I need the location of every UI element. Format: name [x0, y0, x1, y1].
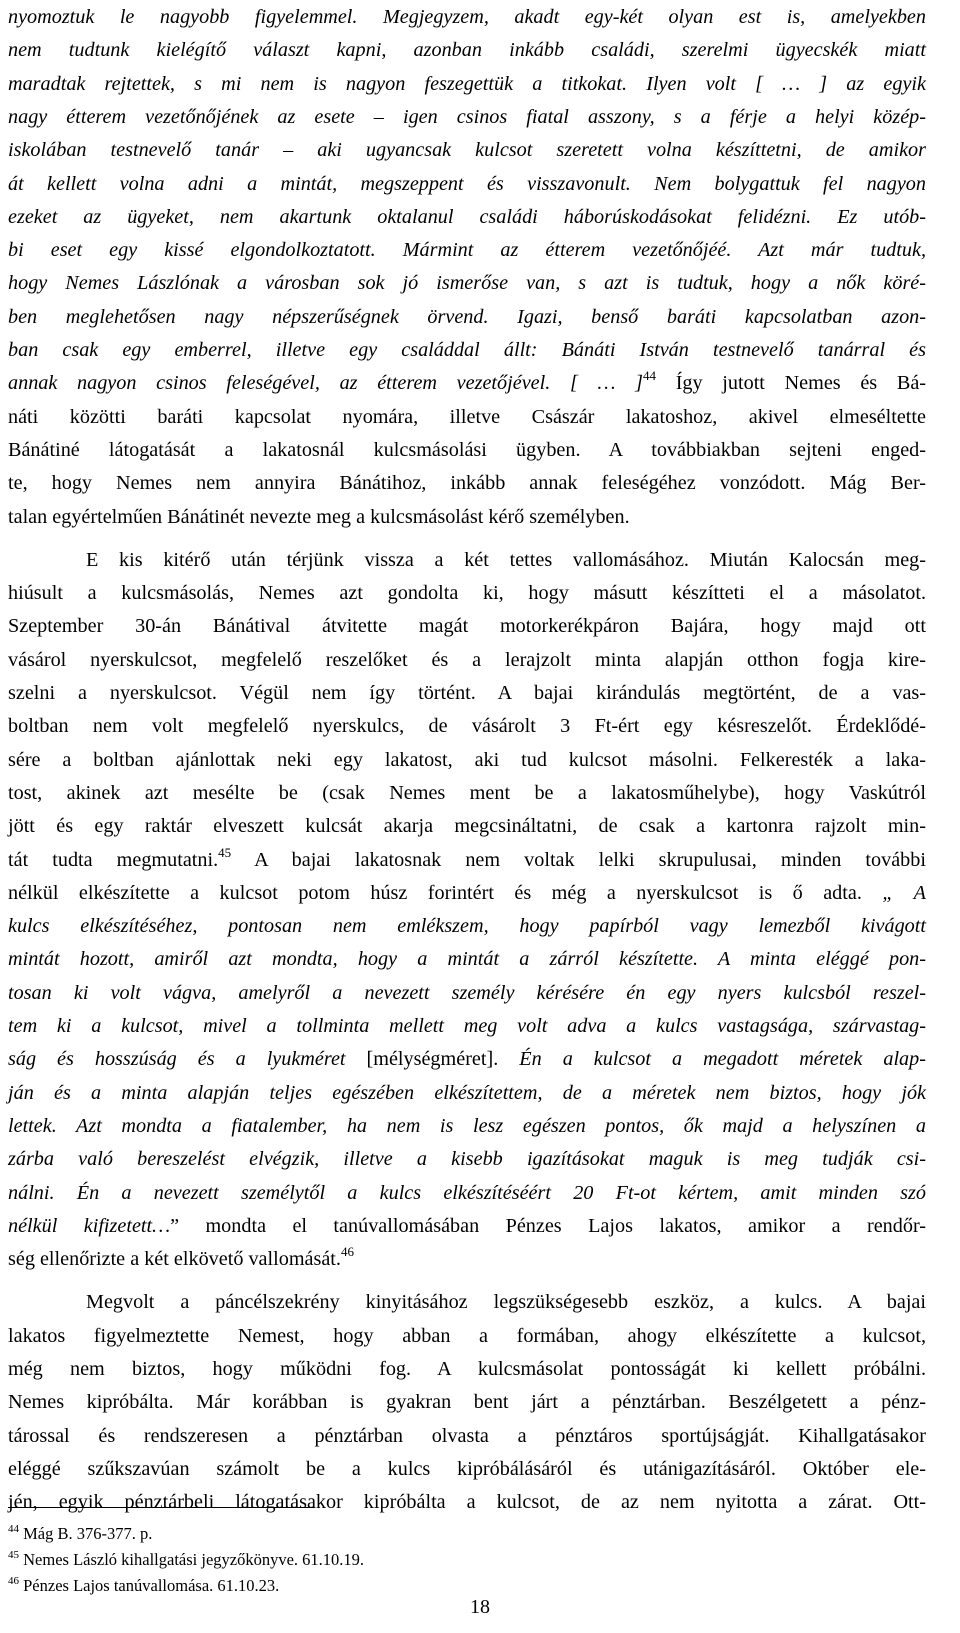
text-segment: Bánátiné látogatását a lakatosnál kulcsmásolási ügyben. A továbbiakban sejteni enged-	[8, 438, 926, 461]
footnote	[8, 1549, 364, 1571]
page-number: 18	[470, 1596, 490, 1618]
text-line	[8, 401, 926, 433]
text-line	[8, 1, 926, 33]
text-segment: tosan ki volt vágva, amelyről a nevezett személy kérésére én egy nyers kulcsból reszel-	[8, 981, 926, 1004]
text-line	[8, 977, 926, 1009]
text-line	[8, 943, 926, 975]
text-segment: ság és hosszúság és a lyukméret	[8, 1048, 367, 1071]
text-segment: ben meglehetősen nagy népszerűségnek örvend. Igazi, benső baráti kapcsolatban azon-	[8, 305, 926, 328]
text-line	[8, 710, 926, 742]
text-segment: talan egyértelműen Bánátinét nevezte meg a kulcsmásolást kérő személyben.	[8, 505, 630, 528]
footnote-text: Mág B. 376-377. p.	[19, 1524, 153, 1543]
footnote-ref: 44	[643, 368, 656, 384]
text-segment: tát tudta megmutatni.	[8, 848, 219, 871]
text-segment: A bajai lakatosnak nem voltak lelki skrupulusai, minden további	[231, 848, 926, 871]
text-segment: tárossal és rendszeresen a pénztárban olvasta a pénztáros sportújságját. Kihallgatásakor	[8, 1424, 926, 1447]
text-segment: annak nagyon csinos feleségével, az étterem vezetőjével. [ … ]	[8, 372, 643, 395]
text-segment: sére a boltban ajánlottak neki egy lakatost, aki tud kulcsot másolni. Felkeresték a laka-	[8, 748, 926, 771]
text-segment: náti közötti baráti kapcsolat nyomára, illetve Császár lakatoshoz, akivel elmeséltette	[8, 405, 926, 428]
text-line	[8, 34, 926, 66]
text-segment: Szeptember 30-án Bánátival átvitette magát motorkerékpáron Bajára, hogy majd ott	[8, 615, 926, 638]
text-segment: nélkül kifizetett…	[8, 1214, 171, 1237]
text-line	[8, 610, 926, 642]
text-segment: vásárol nyerskulcsot, megfelelő reszelőket és a lerajzolt minta alapján otthon fogja kire-	[8, 648, 926, 671]
text-segment: jén, egyik pénztárbeli látogatásakor kipróbálta a kulcsot, de az nem nyitotta a zárat. Ott-	[8, 1491, 926, 1514]
text-segment: maradtak rejtettek, s mi nem is nagyon feszegettük a titkokat. Ilyen volt [ … ] az egyik	[8, 72, 926, 95]
text-line	[8, 1386, 926, 1418]
text-segment: ” mondta el tanúvallomásában Pénzes Lajos lakatos, amikor a rendőr-	[170, 1214, 926, 1237]
text-segment: bi eset egy kissé elgondolkoztatott. Mármint az étterem vezetőnőjéé. Azt már tudtuk,	[8, 239, 926, 262]
text-line	[8, 234, 926, 266]
text-segment: ség ellenőrizte a két elkövető vallomását.	[8, 1248, 341, 1271]
footnote-ref: 46	[340, 1244, 354, 1260]
text-segment: jött és egy raktár elveszett kulcsát akarja megcsináltatni, de csak a kartonra rajzolt min-	[8, 815, 926, 838]
text-segment: Így jutott Nemes és Bá-	[656, 372, 926, 395]
text-segment: kulcs elkészítéséhez, pontosan nem emlékszem, hogy papírból vagy lemezből kivágott	[8, 915, 926, 938]
text-segment: eléggé szűkszavúan számolt be a kulcs kipróbálásáról és utánigazításáról. Október ele-	[8, 1457, 926, 1480]
text-line	[8, 577, 926, 609]
footnote	[8, 1523, 152, 1545]
text-line	[8, 644, 926, 676]
text-line	[8, 101, 926, 133]
text-line	[8, 267, 926, 299]
text-segment: nyomoztuk le nagyobb figyelemmel. Megjegyzem, akadt egy-két olyan est is, amelyekben	[8, 6, 926, 28]
text-segment: tost, akinek azt mesélte be (csak Nemes ment be a lakatosműhelybe), hogy Vaskútról	[8, 781, 926, 804]
text-segment: szelni a nyerskulcsot. Végül nem így történt. A bajai kirándulás megtörtént, de a vas-	[8, 682, 926, 704]
text-segment: nem tudtunk kielégítő választ kapni, azonban inkább családi, szerelmi ügyecskék miatt	[8, 39, 926, 62]
text-line	[8, 467, 926, 499]
text-line	[8, 1043, 926, 1075]
text-line	[8, 434, 926, 466]
text-segment: [mélységméret].	[366, 1048, 520, 1071]
text-segment: E kis kitérő után térjünk vissza a két tettes vallomásához. Miután Kalocsán meg-	[86, 548, 926, 571]
text-line	[8, 1210, 926, 1242]
text-line	[8, 1320, 926, 1352]
footnote-text: Nemes László kihallgatási jegyzőkönyve. 61.10.19.	[19, 1550, 365, 1569]
text-segment: iskolában testnevelő tanár – aki ugyancsak kulcsot szeretett volna készíttetni, de amikor	[8, 139, 926, 162]
text-line	[8, 201, 926, 233]
text-segment: te, hogy Nemes nem annyira Bánátihoz, inkább annak feleségéhez vonzódott. Mág Ber-	[8, 472, 926, 495]
text-line	[8, 334, 926, 366]
text-segment: boltban nem volt megfelelő nyerskulcs, de vásárolt 3 Ft-ért egy késreszelőt. Érdeklődé-	[8, 715, 926, 738]
footnote-number: 45	[8, 1549, 19, 1561]
text-line	[8, 1486, 926, 1518]
text-segment: lettek. Azt mondta a fiatalember, ha nem is lesz egészen pontos, ők majd a helyszínen a	[8, 1114, 926, 1137]
text-segment: nálni. Én a nevezett személytől a kulcs elkészítéséért 20 Ft-ot kértem, amit minden szó	[8, 1181, 926, 1204]
text-line	[8, 544, 926, 576]
text-segment: tem ki a kulcsot, mivel a tollminta mellett meg volt adva a kulcs vastagsága, szárvastag-	[8, 1015, 926, 1037]
text-line	[8, 1110, 926, 1142]
text-segment: Én a kulcsot a megadott méretek alap-	[519, 1048, 926, 1071]
text-line	[8, 301, 926, 333]
text-segment: még nem biztos, hogy működni fog. A kulcsmásolat pontosságát ki kellett próbálni.	[8, 1358, 926, 1380]
text-line	[8, 501, 926, 533]
text-segment: „ A	[882, 881, 926, 904]
footnote-separator	[8, 1507, 314, 1508]
text-line	[8, 1077, 926, 1109]
footnote-number: 46	[8, 1575, 19, 1587]
footnote	[8, 1575, 279, 1597]
text-segment: Nemes kipróbálta. Már korábban is gyakran bent járt a pénztárban. Beszélgetett a pénz-	[8, 1391, 926, 1414]
text-line	[8, 677, 926, 709]
text-line	[8, 1286, 926, 1318]
text-line	[8, 1143, 926, 1175]
text-line	[8, 744, 926, 776]
text-line	[8, 810, 926, 842]
text-segment: ezeket az ügyeket, nem akartunk oktalanul családi háborúskodásokat felidézni. Ez utób-	[8, 205, 926, 228]
text-segment: lakatos figyelmeztette Nemest, hogy abban a formában, ahogy elkészítette a kulcsot,	[8, 1324, 926, 1347]
text-segment: ján és a minta alapján teljes egészében elkészítettem, de a méretek nem biztos, hogy jók	[8, 1081, 926, 1104]
text-line	[8, 1010, 926, 1042]
text-segment: zárba való bereszelést elvégzik, illetve a kisebb igazításokat maguk is meg tudják csi-	[8, 1148, 926, 1171]
footnote-text: Pénzes Lajos tanúvallomása. 61.10.23.	[19, 1576, 280, 1595]
text-segment: nélkül elkészítette a kulcsot potom húsz forintért és még a nyerskulcsot is ő adta.	[8, 881, 883, 904]
text-line	[8, 1453, 926, 1485]
text-line	[8, 1177, 926, 1209]
text-line	[8, 1353, 926, 1385]
text-line	[8, 134, 926, 166]
text-line	[8, 68, 926, 100]
text-line	[8, 844, 926, 876]
text-segment: nagy étterem vezetőnőjének az esete – igen csinos fiatal asszony, s a férje a helyi közép-	[8, 105, 926, 128]
text-segment: hiúsult a kulcsmásolás, Nemes azt gondolta ki, hogy másutt készítteti el a másolatot.	[8, 582, 926, 605]
footnote-ref: 45	[218, 844, 232, 860]
text-segment: hogy Nemes Lászlónak a városban sok jó ismerőse van, s azt is tudtuk, hogy a nők köré-	[8, 272, 926, 295]
text-line	[8, 367, 926, 399]
text-line	[8, 1243, 926, 1275]
text-segment: ban csak egy emberrel, illetve egy családdal állt: Bánáti István testnevelő tanárral és	[8, 339, 926, 361]
footnote-number: 44	[8, 1523, 19, 1535]
text-segment: mintát hozott, amiről azt mondta, hogy a mintát a zárról készítette. A minta eléggé pon-	[8, 948, 926, 971]
text-line	[8, 910, 926, 942]
text-line	[8, 168, 926, 200]
text-line	[8, 877, 926, 909]
text-segment: át kellett volna adni a mintát, megszeppent és visszavonult. Nem bolygattuk fel nagyon	[8, 172, 926, 195]
text-line	[8, 1420, 926, 1452]
text-segment: Megvolt a páncélszekrény kinyitásához legszükségesebb eszköz, a kulcs. A bajai	[86, 1291, 926, 1314]
text-line	[8, 777, 926, 809]
